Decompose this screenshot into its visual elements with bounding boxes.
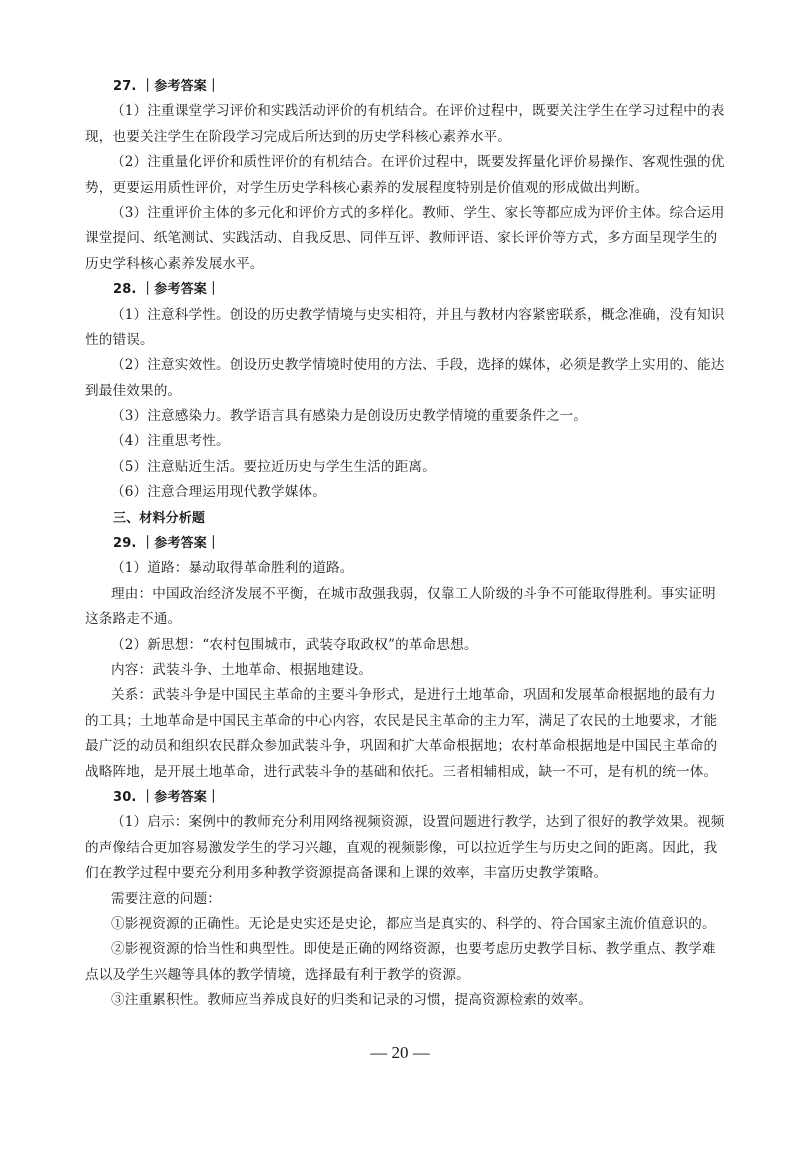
- text-line: ②影视资源的恰当性和典型性。即使是正确的网络资源，也要考虑历史教学目标、教学重点、教学难: [111, 941, 716, 958]
- section-heading: 三、材料分析题: [113, 510, 206, 526]
- section-heading: 27. ｜参考答案｜: [113, 79, 221, 94]
- text-line: （2）注重量化评价和质性评价的有机结合。在评价过程中，既要发挥量化评价易操作、客观性强的优: [111, 154, 725, 171]
- section-heading: 30. ｜参考答案｜: [113, 789, 221, 805]
- text-line: （6）注意合理运用现代教学媒体。: [111, 484, 326, 501]
- section-heading: 28. ｜参考答案｜: [113, 282, 221, 298]
- text-line: 性的错误。: [85, 331, 154, 348]
- text-line: （3）注意感染力。教学语言具有感染力是创设历史教学情境的重要条件之一。: [111, 408, 588, 425]
- answer-content: [85, 74, 765, 1013]
- text-line: 课堂提问、纸笔测试、实践活动、自我反思、同伴互评、教师评语、家长评价等方式，多方面呈现学生的: [85, 230, 718, 247]
- text-line: 的工具；土地革命是中国民主革命的中心内容，农民是民主革命的主力军，满足了农民的土地要求，才能: [85, 712, 718, 729]
- text-line: 战略阵地，是开展土地革命，进行武装斗争的基础和依托。三者相辅相成，缺一不可，是有机的统一体。: [85, 763, 718, 780]
- text-line: （1）注重课堂学习评价和实践活动评价的有机结合。在评价过程中，既要关注学生在学习过程中的表: [111, 103, 725, 120]
- text-line: 最广泛的动员和组织农民群众参加武装斗争，巩固和扩大革命根据地；农村革命根据地是中国民主革命的: [85, 738, 718, 755]
- text-line: 们在教学过程中要充分利用多种教学资源提高备课和上课的效率，丰富历史教学策略。: [85, 865, 608, 882]
- text-line: 现，也要关注学生在阶段学习完成后所达到的历史学科核心素养水平。: [85, 128, 512, 145]
- text-line: ①影视资源的正确性。无论是史实还是史论，都应当是真实的、科学的、符合国家主流价值意识的。: [111, 915, 716, 932]
- text-line: 势，更要运用质性评价，对学生历史学科核心素养的发展程度特别是价值观的形成做出判断。: [85, 179, 649, 196]
- text-line: 需要注意的问题：: [111, 890, 221, 907]
- section-heading: 29. ｜参考答案｜: [113, 536, 221, 552]
- text-line: 内容：武装斗争、土地革命、根据地建设。: [111, 661, 373, 678]
- text-line: （1）注意科学性。创设的历史教学情境与史实相符，并且与教材内容紧密联系，概念准确，没有知识: [111, 306, 725, 323]
- text-line: 的声像结合更加容易激发学生的学习兴趣，直观的视频影像，可以拉近学生与历史之间的距离。因此，我: [85, 839, 718, 856]
- text-line: 到最佳效果的。: [85, 382, 182, 399]
- text-line: （5）注意贴近生活。要拉近历史与学生生活的距离。: [111, 458, 436, 475]
- text-line: （3）注重评价主体的多元化和评价方式的多样化。教师、学生、家长等都应成为评价主体。综合运用: [111, 204, 725, 221]
- text-line: ③注重累积性。教师应当养成良好的归类和记录的习惯，提高资源检索的效率。: [111, 992, 593, 1009]
- text-line: 点以及学生兴趣等具体的教学情境，选择最有利于教学的资源。: [85, 966, 470, 983]
- text-line: （1）道路：暴动取得革命胜利的道路。: [111, 560, 354, 577]
- page-number: — 20 —: [370, 1043, 430, 1062]
- text-line: （2）新思想：“农村包围城市，武装夺取政权”的革命思想。: [111, 636, 478, 653]
- text-line: 理由：中国政治经济发展不平衡，在城市敌强我弱，仅靠工人阶级的斗争不可能取得胜利。事实证明: [111, 585, 716, 602]
- text-line: （1）启示：案例中的教师充分利用网络视频资源，设置问题进行教学，达到了很好的教学效果。视频: [111, 814, 725, 831]
- text-line: （4）注重思考性。: [111, 433, 230, 450]
- text-line: 这条路走不通。: [85, 611, 182, 628]
- text-line: （2）注意实效性。创设历史教学情境时使用的方法、手段，选择的媒体，必须是教学上实用的、能达: [111, 357, 725, 374]
- text-line: 关系：武装斗争是中国民主革命的主要斗争形式，是进行土地革命，巩固和发展革命根据地的最有力: [111, 687, 716, 704]
- text-line: 历史学科核心素养发展水平。: [85, 255, 264, 272]
